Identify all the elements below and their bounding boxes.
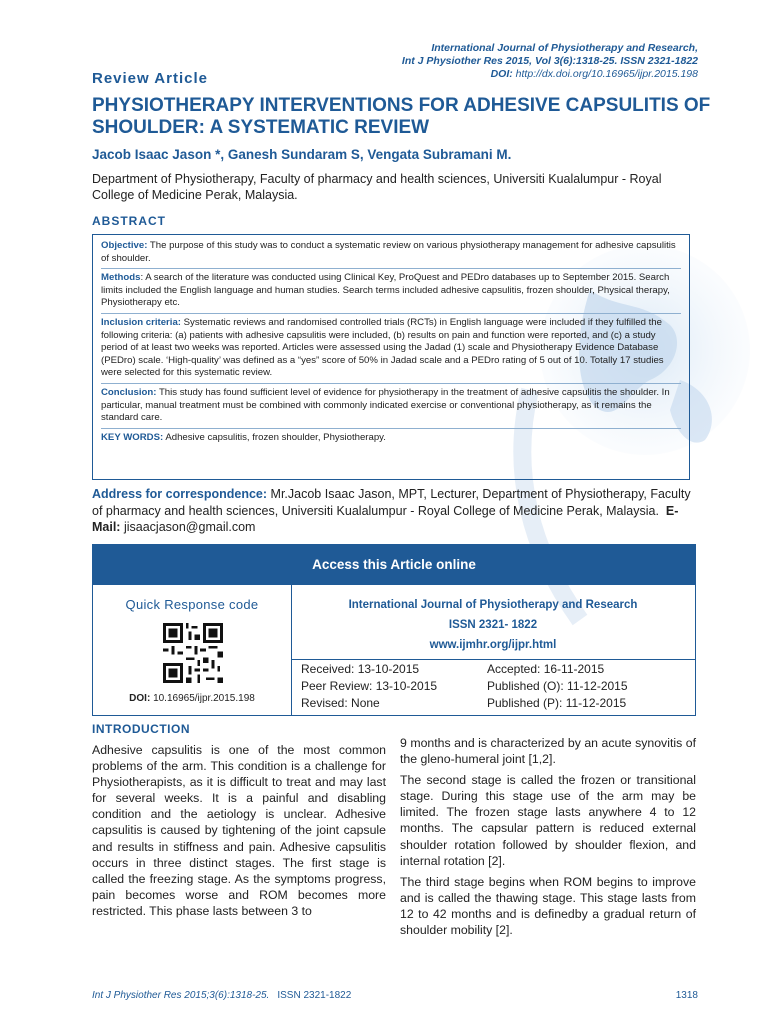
journal-line-2: Int J Physiother Res 2015, Vol 3(6):1318-25. ISSN 2321-1822 <box>401 55 698 67</box>
published-online-date: Published (O): 11-12-2015 <box>487 679 628 693</box>
author-list: Jacob Isaac Jason *, Ganesh Sundaram S, Vengata Subramani M. <box>92 147 512 162</box>
journal-line-1: International Journal of Physiotherapy and Research, <box>431 42 698 54</box>
received-date: Received: 13-10-2015 <box>301 662 420 676</box>
introduction-heading: INTRODUCTION <box>92 722 190 736</box>
abstract-box <box>92 234 690 480</box>
intro-paragraph: 9 months and is characterized by an acute synovitis of the gleno-humeral joint [1,2]. <box>400 736 696 767</box>
peer-review-date: Peer Review: 13-10-2015 <box>301 679 438 693</box>
affiliation: Department of Physiotherapy, Faculty of pharmacy and health sciences, Universiti Kualalumpur - Royal College of Medicine Perak, Malaysia. <box>92 172 662 202</box>
revised-date: Revised: None <box>301 696 380 710</box>
divider <box>101 383 681 384</box>
abstract-methods: Methods: A search of the literature was conducted using Clinical Key, ProQuest and PEDro databases up to September 2015. Search limits included the English language and human studies. Search terms included adhesive capsulitis, frozen shoulder, Physical therapy, Physiotherapy etc. <box>101 272 670 309</box>
doi-link[interactable]: http://dx.doi.org/10.16965/ijpr.2015.198 <box>515 68 698 80</box>
email-link[interactable]: jisaacjason@gmail.com <box>123 520 256 534</box>
qr-column <box>93 585 292 715</box>
intro-left-column <box>92 742 386 924</box>
qr-title: Quick Response code <box>125 597 259 612</box>
doi-label: DOI: <box>490 68 513 80</box>
journal-url[interactable]: www.ijmhr.org/ijpr.html <box>429 639 557 651</box>
article-type: Review Article <box>92 70 208 87</box>
abstract-heading: ABSTRACT <box>92 214 166 228</box>
intro-right-column <box>400 735 696 943</box>
divider <box>101 313 681 314</box>
qr-code-icon[interactable] <box>163 623 223 683</box>
divider <box>101 428 681 429</box>
published-print-date: Published (P): 11-12-2015 <box>487 696 627 710</box>
correspondence: Address for correspondence: Mr.Jacob Isaac Jason, MPT, Lecturer, Department of Physiotherapy, Faculty of pharmacy and health sciences, Universiti Kualalumpur - Royal College of Medicine Perak, Malaysia. E-Mail: jisaacjason@gmail.com <box>92 487 691 534</box>
intro-paragraph: The second stage is called the frozen or transitional stage. During this stage use of the arm may be limited. The frozen stage lasts anywhere 4 to 12 months. The capsular pattern is reduced external shoulder rotation followed by shoulder flexion, and internal rotation [2]. <box>400 773 696 868</box>
dates-table <box>301 661 691 712</box>
accepted-date: Accepted: 16-11-2015 <box>487 662 605 676</box>
abstract-keywords: KEY WORDS: Adhesive capsulitis, frozen shoulder, Physiotherapy. <box>101 431 386 443</box>
journal-info-column <box>291 585 695 715</box>
journal-header <box>402 42 698 81</box>
page-number: 1318 <box>675 990 698 1001</box>
abstract-inclusion: Inclusion criteria: Systematic reviews and randomised controlled trials (RCTs) in English language were included if they fulfilled the following criteria: (a) patients with adhesive capsulitis were included, (b) results on pain and function were reported, and (c) a study period of at least two weeks was reported. Articles were assessed using the Jadad (1) scale and Physiotherapy Evidence Database (PEDro) scale. ‘High-quality’ was defined as a “yes” score of 50% in Jadad scale and a PEDro rating of 5 out of 10. Totally 17 studies were selected for this systematic review. <box>101 316 664 379</box>
abstract-objective: Objective: The purpose of this study was to conduct a systematic review on various physiotherapy management for adhesive capsulitis of shoulder. <box>101 240 676 264</box>
journal-info: International Journal of Physiotherapy and Research ISSN 2321- 1822 <box>348 599 638 631</box>
article-title: PHYSIOTHERAPY INTERVENTIONS FOR ADHESIVE CAPSULITIS OF SHOULDER: A SYSTEMATIC REVIEW <box>92 95 711 138</box>
abstract-conclusion: Conclusion: This study has found sufficient level of evidence for physiotherapy in the treatment of adhesive capsulitis the shoulder. In particular, manual treatment must be combined with commonly indicated exercise or conventional physiotherapy, as it remains the standard care. <box>101 386 670 424</box>
access-article-box <box>92 544 696 716</box>
divider <box>101 268 681 269</box>
footer-citation: Int J Physiother Res 2015;3(6):1318-25. ISSN 2321-1822 <box>92 990 352 1001</box>
access-bar-title: Access this Article online <box>93 545 695 585</box>
intro-paragraph: Adhesive capsulitis is one of the most common problems of the arm. This condition is a challenge for Physiotherapists, as it is difficult to treat and may last for several weeks. It is a painful and disabling condition and the aetiology is unclear. Adhesive capsulitis is caused by tightening of the joint capsule and results in stiffness and pain. Adhesive capsulitis occurs in three distinct stages. The first stage is called the freezing stage. As the symptoms progress, pain becomes worse and ROM becomes more restricted. This phase lasts between 3 to <box>92 743 386 918</box>
divider <box>291 659 695 660</box>
qr-doi: DOI: 10.16965/ijpr.2015.198 <box>129 693 255 704</box>
intro-paragraph: The third stage begins when ROM begins to improve and is called the thawing stage. This stage lasts from 12 to 42 months and is definedby a gradual return of shoulder mobility [2]. <box>400 874 696 938</box>
